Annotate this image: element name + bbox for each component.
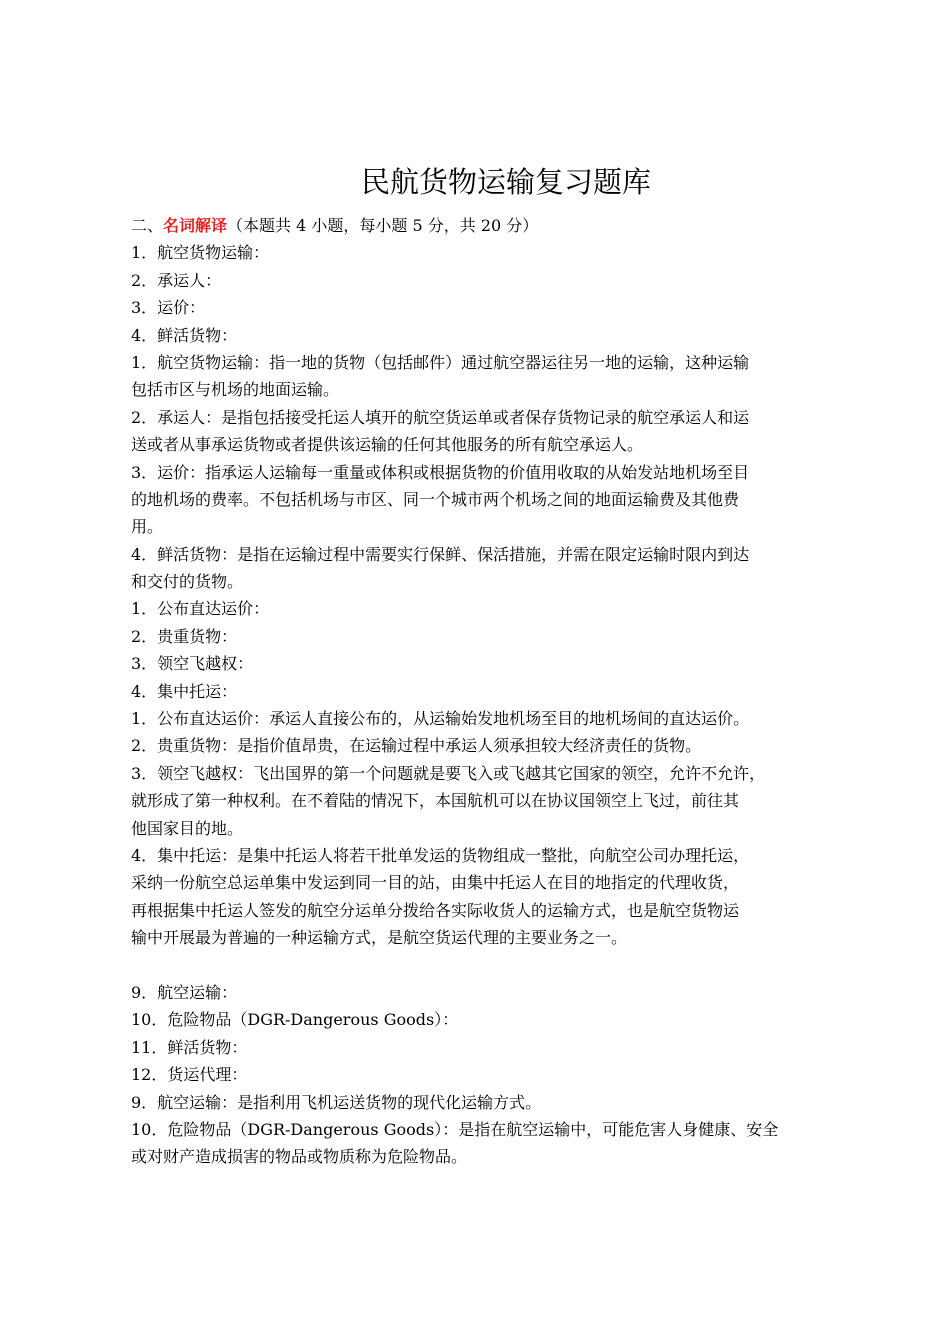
text-line: 10．危险物品（DGR-Dangerous Goods）：是指在航空运输中，可能危害人身健康、安全 <box>131 1119 779 1139</box>
document-body <box>131 212 851 1171</box>
text-line: 11．鲜活货物： <box>131 1037 248 1057</box>
text-line: 4．鲜活货物：是指在运输过程中需要实行保鲜、保活措施，并需在限定运输时限内到达 <box>131 544 750 564</box>
section-heading <box>131 212 851 239</box>
text-line: 4．集中托运：是集中托运人将若干批单发运的货物组成一整批，向航空公司办理托运， <box>131 845 750 865</box>
text-line: 1．公布直达运价：承运人直接公布的，从运输始发地机场至目的地机场间的直达运价。 <box>131 709 750 729</box>
text-line: 2．贵重货物： <box>131 626 238 646</box>
text-line: 1．航空货物运输：指一地的货物（包括邮件）通过航空器运往另一地的运输，这种运输 <box>131 352 750 372</box>
text-line: 3．领空飞越权：飞出国界的第一个问题就是要飞入或飞越其它国家的领空，允许不允许， <box>131 763 766 783</box>
text-line: 1．航空货物运输： <box>131 243 270 263</box>
text-line: 9．航空运输：是指利用飞机运送货物的现代化运输方式。 <box>131 1092 542 1112</box>
text-line: 3．运价：指承运人运输每一重量或体积或根据货物的价值用收取的从始发站地机场至目 <box>131 462 750 482</box>
text-line: 3．运价： <box>131 298 206 318</box>
text-line: 用。 <box>131 517 164 537</box>
text-line: 输中开展最为普遍的一种运输方式，是航空货运代理的主要业务之一。 <box>131 928 628 948</box>
text-line: 和交付的货物。 <box>131 572 244 592</box>
text-line: 再根据集中托运人签发的航空分运单分拨给各实际收货人的运输方式，也是航空货物运 <box>131 900 740 920</box>
text-line: 10．危险物品（DGR-Dangerous Goods）： <box>131 1010 459 1030</box>
section-heading-label: 名词解译 <box>163 216 228 235</box>
blank-line <box>131 952 851 979</box>
text-line: 3．领空飞越权： <box>131 654 254 674</box>
text-line: 2．贵重货物：是指价值昂贵，在运输过程中承运人须承担较大经济责任的货物。 <box>131 736 702 756</box>
section-prefix: 二、 <box>131 216 164 235</box>
text-line: 2．承运人： <box>131 270 222 290</box>
text-line: 送或者从事承运货物或者提供该运输的任何其他服务的所有航空承运人。 <box>131 435 644 455</box>
text-line: 采纳一份航空总运单集中发运到同一目的站，由集中托运人在目的地指定的代理收货， <box>131 873 740 893</box>
text-line: 或对财产造成损害的物品或物质称为危险物品。 <box>131 1147 468 1167</box>
text-line: 4．鲜活货物： <box>131 325 238 345</box>
text-line: 1．公布直达运价： <box>131 599 270 619</box>
text-line: 他国家目的地。 <box>131 818 244 838</box>
page-title: 民航货物运输复习题库 <box>360 165 651 199</box>
text-line: 包括市区与机场的地面运输。 <box>131 380 340 400</box>
text-line: 4．集中托运： <box>131 681 238 701</box>
text-line: 9．航空运输： <box>131 982 238 1002</box>
text-line: 的地机场的费率。不包括机场与市区、同一个城市两个机场之间的地面运输费及其他费 <box>131 489 740 509</box>
text-line: 就形成了第一种权利。在不着陆的情况下，本国航机可以在协议国领空上飞过，前往其 <box>131 791 740 811</box>
section-note: （本题共 4 小题，每小题 5 分，共 20 分） <box>227 216 539 235</box>
text-line: 12．货运代理： <box>131 1065 248 1085</box>
text-line: 2．承运人：是指包括接受托运人填开的航空货运单或者保存货物记录的航空承运人和运 <box>131 407 750 427</box>
